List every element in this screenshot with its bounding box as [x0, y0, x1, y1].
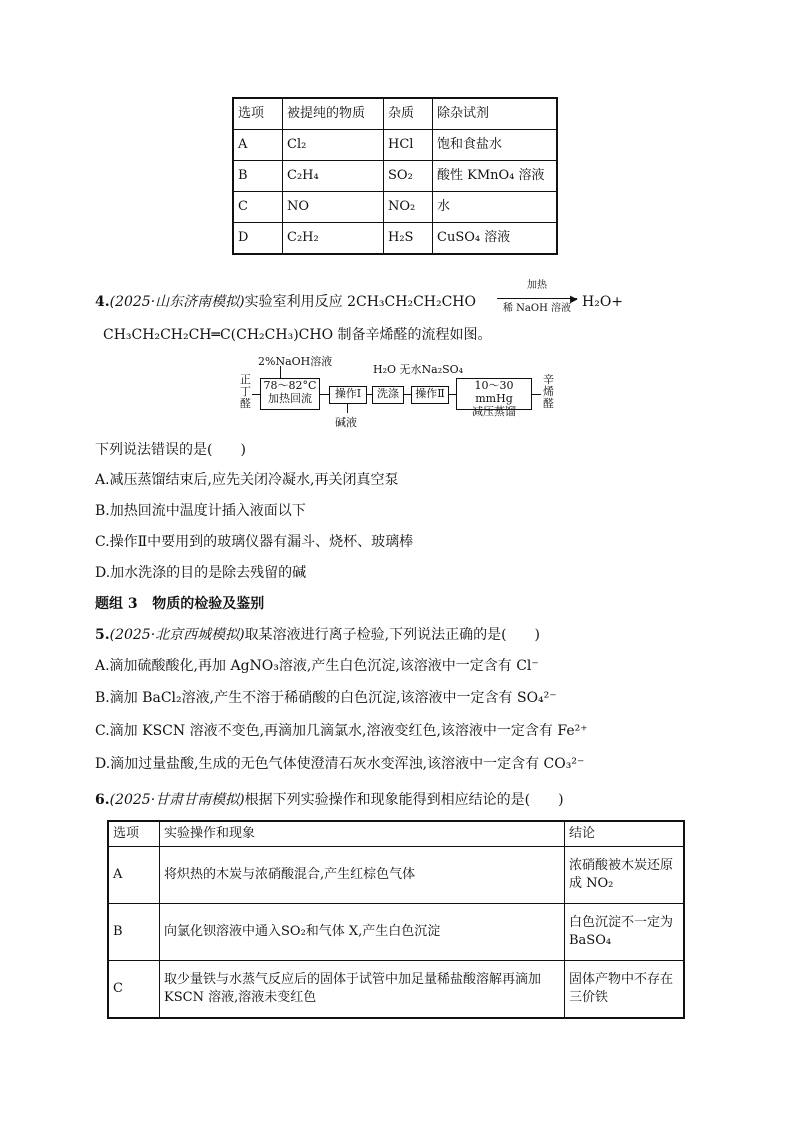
table-header-cell: 除杂试剂 — [433, 98, 558, 130]
table-header-row — [108, 821, 684, 847]
q5-option-b: B.滴加 BaCl₂溶液,产生不溶于稀硝酸的白色沉淀,该溶液中一定含有 SO₄²⁻ — [95, 690, 557, 706]
q6-source: (2025·甘肃甘南模拟) — [109, 792, 245, 808]
table-header-cell: 选项 — [233, 98, 283, 130]
purification-table — [232, 97, 558, 255]
group3-title: 物质的检验及鉴别 — [152, 596, 265, 612]
table-cell: 向氯化钡溶液中通入SO₂和气体 X,产生白色沉淀 — [160, 904, 565, 961]
table-cell: C — [108, 961, 160, 1019]
q5-number: 5. — [95, 627, 110, 643]
table-cell: A — [233, 130, 283, 161]
q4-option-d: D.加水洗涤的目的是除去残留的碱 — [95, 565, 307, 581]
table-header-cell: 杂质 — [384, 98, 433, 130]
q4-stem-line2: CH₃CH₂CH₂CH═C(CH₂CH₃)CHO 制备辛烯醛的流程如图。 — [103, 327, 492, 343]
table-header-cell: 实验操作和现象 — [160, 821, 565, 847]
q4-prompt: 下列说法错误的是( ) — [95, 442, 246, 458]
group3-label: 题组 3 — [95, 596, 138, 612]
flow-diagram — [238, 352, 568, 428]
flow-start-label: 正丁醛 — [240, 373, 251, 410]
arrow-head-icon: ▶ — [570, 294, 578, 305]
table-cell: CuSO₄ 溶液 — [433, 223, 558, 255]
q4-number: 4. — [95, 294, 110, 310]
table-cell: HCl — [384, 130, 433, 161]
table-cell: 浓硝酸被木炭还原成 NO₂ — [565, 847, 685, 904]
flow-box-reflux-temp: 78～82°C — [263, 379, 317, 392]
flow-arrow — [252, 394, 260, 395]
flow-reagent1: 2%NaOH溶液 — [258, 355, 333, 368]
table-cell: C₂H₂ — [283, 223, 384, 255]
q4-source: (2025·山东济南模拟) — [109, 294, 245, 310]
q5-option-d: D.滴加过量盐酸,生成的无色气体使澄清石灰水变浑浊,该溶液中一定含有 CO₃²⁻ — [95, 756, 585, 772]
table-row — [233, 130, 557, 161]
table-cell: 饱和食盐水 — [433, 130, 558, 161]
table-cell: 将炽热的木炭与浓硝酸混合,产生红棕色气体 — [160, 847, 565, 904]
table-cell: C₂H₄ — [283, 161, 384, 192]
q5-source: (2025·北京西城模拟) — [109, 627, 245, 643]
flow-reagent2: H₂O 无水Na₂SO₄ — [373, 363, 464, 376]
q4-option-c: C.操作Ⅱ中要用到的玻璃仪器有漏斗、烧杯、玻璃棒 — [95, 534, 414, 550]
q6-stem — [95, 790, 564, 810]
table-cell: SO₂ — [384, 161, 433, 192]
table-row — [108, 847, 684, 904]
table-row — [108, 961, 684, 1019]
flow-arrow — [319, 394, 329, 395]
flow-box-distill-label: 减压蒸馏 — [472, 405, 516, 418]
table-header-row — [233, 98, 557, 130]
table-cell: NO — [283, 192, 384, 223]
table-cell: NO₂ — [384, 192, 433, 223]
flow-box-distill — [456, 378, 532, 418]
q5-option-c: C.滴加 KSCN 溶液不变色,再滴加几滴氯水,溶液变红色,该溶液中一定含有 Fe²⁺ — [95, 723, 588, 739]
table-header-cell: 选项 — [108, 821, 160, 847]
q4-option-b: B.加热回流中温度计插入液面以下 — [95, 503, 306, 519]
flow-arrow — [531, 394, 541, 395]
flow-arrow — [403, 394, 411, 395]
table-cell: D — [233, 223, 283, 255]
table-header-cell: 被提纯的物质 — [283, 98, 384, 130]
flow-arrow — [448, 394, 456, 395]
q5-stem-text: 取某溶液进行离子检验,下列说法正确的是( ) — [244, 627, 541, 643]
flow-box-operation1: 操作Ⅰ — [329, 386, 367, 404]
q5-stem — [95, 625, 540, 645]
q6-number: 6. — [95, 792, 110, 808]
table-row — [233, 161, 557, 192]
flow-arrow — [280, 366, 281, 378]
q6-stem-text: 根据下列实验操作和现象能得到相应结论的是( ) — [244, 792, 564, 808]
table-header-cell: 结论 — [565, 821, 685, 847]
q4-stem-part2: H₂O+ — [582, 294, 624, 310]
table-cell: 白色沉淀不一定为 BaSO₄ — [565, 904, 685, 961]
q4-stem-line1 — [95, 292, 476, 312]
reaction-arrow-condition-bottom: 稀 NaOH 溶液 — [503, 303, 571, 314]
flow-box-reflux-label: 加热回流 — [268, 392, 312, 405]
table-cell: B — [233, 161, 283, 192]
flow-waste-label: 碱液 — [335, 416, 357, 429]
flow-end-label: 辛烯醛 — [543, 373, 554, 410]
table-cell: 固体产物中不存在三价铁 — [565, 961, 685, 1019]
table-cell: Cl₂ — [283, 130, 384, 161]
flow-arrow — [347, 403, 348, 413]
table-row — [108, 904, 684, 961]
table-row — [233, 223, 557, 255]
flow-box-operation2: 操作Ⅱ — [411, 386, 449, 404]
table-cell: B — [108, 904, 160, 961]
flow-box-wash: 洗涤 — [372, 386, 404, 404]
reaction-arrow-condition-top: 加热 — [527, 280, 547, 291]
experiment-table — [107, 820, 685, 1019]
q4-option-a: A.减压蒸馏结束后,应先关闭冷凝水,再关闭真空泵 — [95, 472, 399, 488]
table-cell: 水 — [433, 192, 558, 223]
group3-heading — [95, 594, 264, 614]
flow-box-reflux — [260, 378, 320, 410]
table-cell: 取少量铁与水蒸气反应后的固体于试管中加足量稀盐酸溶解再滴加 KSCN 溶液,溶液未变红色 — [160, 961, 565, 1019]
q4-stem-part1: 实验室利用反应 2CH₃CH₂CH₂CHO — [244, 294, 476, 310]
table-cell: A — [108, 847, 160, 904]
table-row — [233, 192, 557, 223]
table-cell: H₂S — [384, 223, 433, 255]
q5-option-a: A.滴加硫酸酸化,再加 AgNO₃溶液,产生白色沉淀,该溶液中一定含有 Cl⁻ — [95, 658, 539, 674]
table-cell: C — [233, 192, 283, 223]
flow-box-distill-pressure: 10～30 mmHg — [474, 379, 514, 405]
table-cell: 酸性 KMnO₄ 溶液 — [433, 161, 558, 192]
